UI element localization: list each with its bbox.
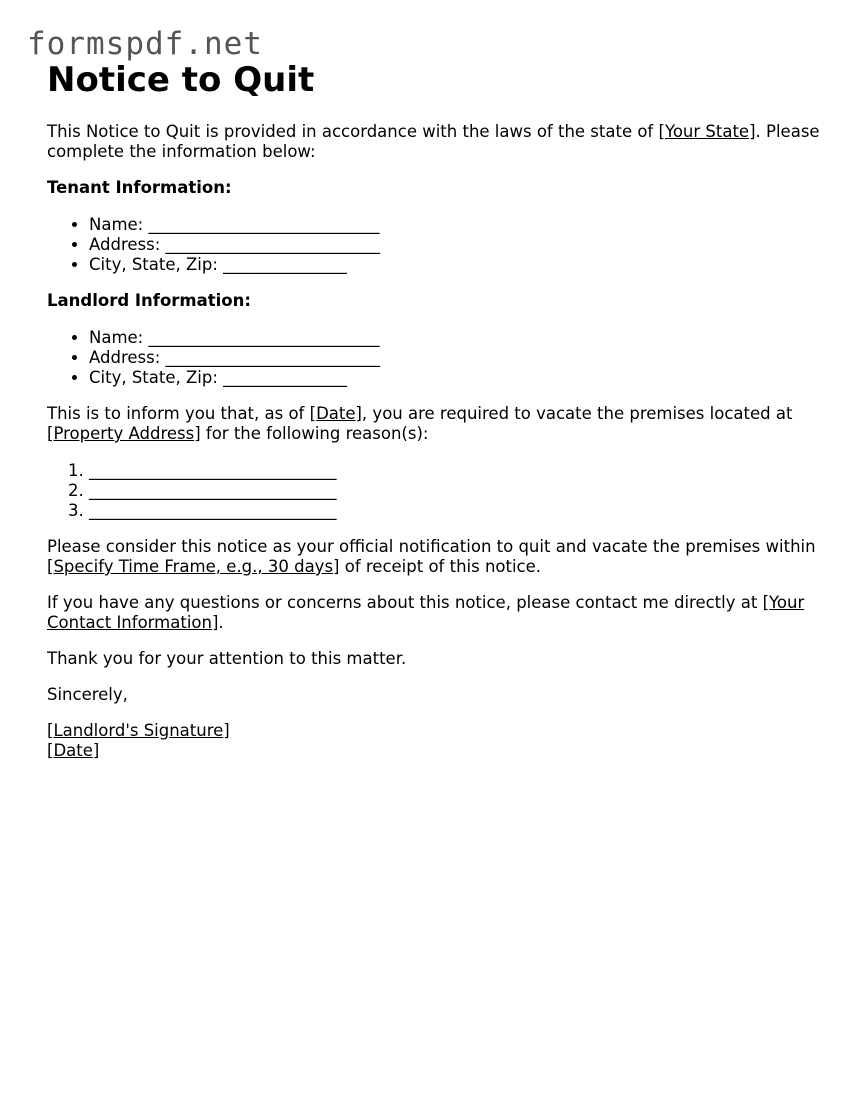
consider-text-1: Please consider this notice as your official notification to quit and vacate the premises within [ xyxy=(47,537,816,576)
time-frame-placeholder: Specify Time Frame, e.g., 30 days xyxy=(53,557,334,576)
reasons-list xyxy=(47,461,827,521)
intro-text-end: ]. Please complete the information below: xyxy=(47,122,820,161)
bracket-open: [ xyxy=(47,741,54,760)
property-address-placeholder: Property Address xyxy=(53,424,195,443)
intro-paragraph xyxy=(47,122,827,162)
consider-paragraph xyxy=(47,537,827,577)
intro-text: This Notice to Quit is provided in accordance with the laws of the state of [ xyxy=(47,122,665,141)
bracket-close: ] xyxy=(92,741,100,760)
tenant-city-field: • City, State, Zip: _______________ xyxy=(89,255,827,275)
your-state-placeholder: Your State xyxy=(664,122,750,141)
closing-line: Sincerely, xyxy=(47,685,128,704)
reason-line: 3. ______________________________ xyxy=(89,501,827,521)
signature-date-line xyxy=(47,741,827,761)
landlord-address-field: • Address: __________________________ xyxy=(89,348,827,368)
inform-text-1: This is to inform you that, as of [ xyxy=(47,404,317,423)
document xyxy=(47,58,827,761)
consider-text-2: ] of receipt of this notice. xyxy=(333,557,542,576)
reason-line: 2. ______________________________ xyxy=(89,481,827,501)
signature-block xyxy=(47,721,827,761)
tenant-fields xyxy=(47,215,827,275)
signature-line xyxy=(47,721,827,741)
landlord-heading: Landlord Information: xyxy=(47,291,251,310)
bracket-open: [ xyxy=(47,721,54,740)
landlord-fields xyxy=(47,328,827,388)
contact-paragraph xyxy=(47,593,827,633)
reason-line: 1. ______________________________ xyxy=(89,461,827,481)
inform-text-2: ], you are required to vacate the premises located at [ xyxy=(47,404,793,443)
page-title: Notice to Quit xyxy=(47,60,315,100)
tenant-address-field: • Address: __________________________ xyxy=(89,235,827,255)
watermark: formspdf.net xyxy=(27,26,263,62)
landlord-name-field: • Name: ____________________________ xyxy=(89,328,827,348)
contact-text-2: ]. xyxy=(211,613,224,632)
tenant-name-field: • Name: ____________________________ xyxy=(89,215,827,235)
inform-text-3: ] for the following reason(s): xyxy=(194,424,429,443)
contact-info-placeholder: Your Contact Information xyxy=(47,593,805,632)
date-placeholder: Date xyxy=(316,404,356,423)
signature-date-placeholder: Date xyxy=(53,741,93,760)
tenant-heading: Tenant Information: xyxy=(47,178,232,197)
thanks-line: Thank you for your attention to this matter. xyxy=(47,649,407,668)
contact-text-1: If you have any questions or concerns about this notice, please contact me directly at [ xyxy=(47,593,770,612)
landlord-city-field: • City, State, Zip: _______________ xyxy=(89,368,827,388)
landlord-signature-placeholder: Landlord's Signature xyxy=(53,721,224,740)
bracket-close: ] xyxy=(223,721,230,740)
inform-paragraph xyxy=(47,404,827,444)
